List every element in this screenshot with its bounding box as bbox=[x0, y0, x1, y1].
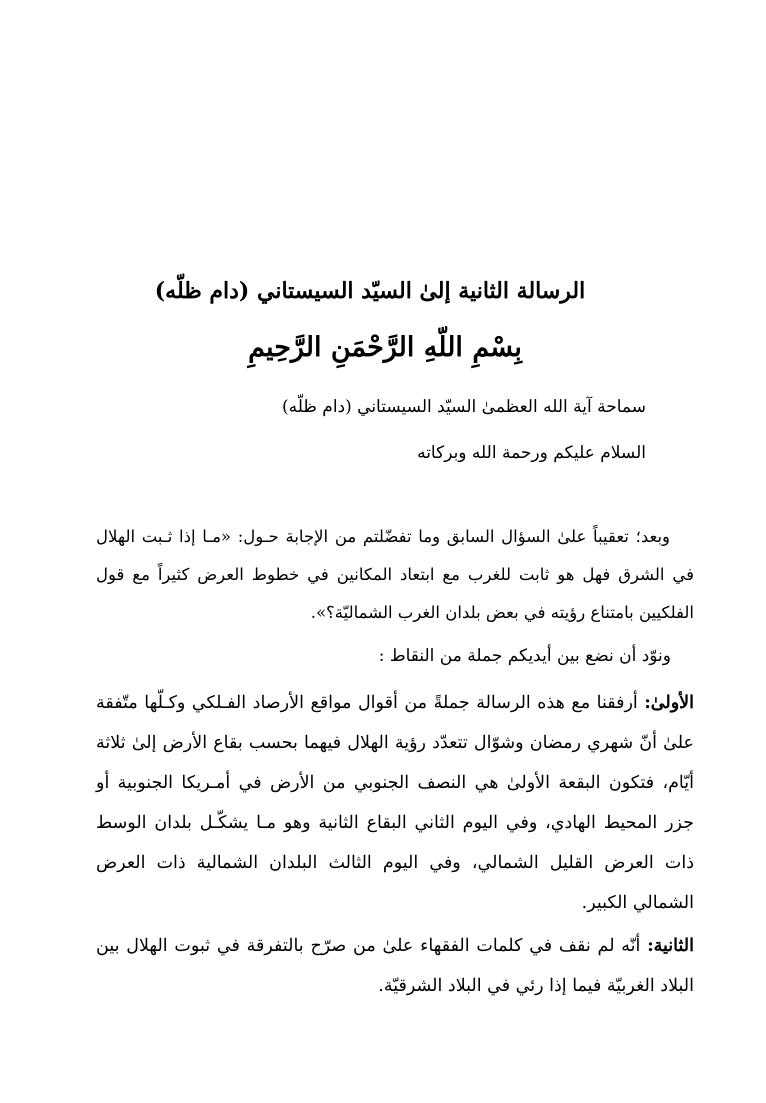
point-second-text: أنّه لم نقف في كلمات الفقهاء علىٰ من صرّح بالتفرقة في ثبوت الهلال بين البلاد الغربيّة فيما إذا رئي في البلاد الشرقيّة. bbox=[96, 936, 694, 996]
point-first-label: الأولىٰ: bbox=[644, 693, 694, 713]
addressee-line: سماحة آية الله العظمىٰ السيّد السيستاني (دام ظلّه) bbox=[281, 397, 646, 417]
lead-sentence: ونوّد أن نضع بين أيديكم جملة من النقاط : bbox=[378, 646, 671, 666]
basmala-calligraphy: بِسْمِ اللّهِ الرَّحْمَنِ الرَّحِيمِ bbox=[248, 332, 522, 363]
point-first-paragraph bbox=[96, 683, 694, 923]
point-second-paragraph bbox=[96, 926, 694, 1006]
intro-paragraph: وبعد؛ تعقيباً علىٰ السؤال السابق وما تفضّلتم من الإجابة حـول: «مـا إذا ثـبت الهلال في الشرق فهل هو ثابت للغرب مع ابتعاد المكانين في خطوط العرض كثيراً مع قول الفلكيين بامتناع رؤيته في بعض بلدان الغرب الشماليّة؟». bbox=[96, 527, 694, 622]
letter-title: الرسالة الثانية إلىٰ السيّد السيستاني (دام ظلّه) bbox=[154, 278, 586, 304]
point-first-text: أرفقنا مع هذه الرسالة جملةً من أقوال مواقع الأرصاد الفـلكي وكـلّها متّفقة علىٰ أنّ شهري رمضان وشوّال تتعدّد رؤية الهلال فيهما بحسب بقاع الأرض إلىٰ ثلاثة أيّام، فتكون البقعة الأولىٰ هي النصف الجنوبي من الأرض في أمـريكا الجنوبية أو جزر المحيط الهادي، وفي اليوم الثاني البقاع الثانية وهو مـا يشكّـل بلدان الوسط ذات العرض القليل الشمالي، وفي اليوم الثالث البلدان الشمالية ذات العرض الشمالي الكبير. bbox=[96, 693, 694, 913]
greeting-line: السلام عليكم ورحمة الله وبركاته bbox=[417, 443, 646, 463]
point-second-label: الثانية: bbox=[647, 936, 694, 956]
